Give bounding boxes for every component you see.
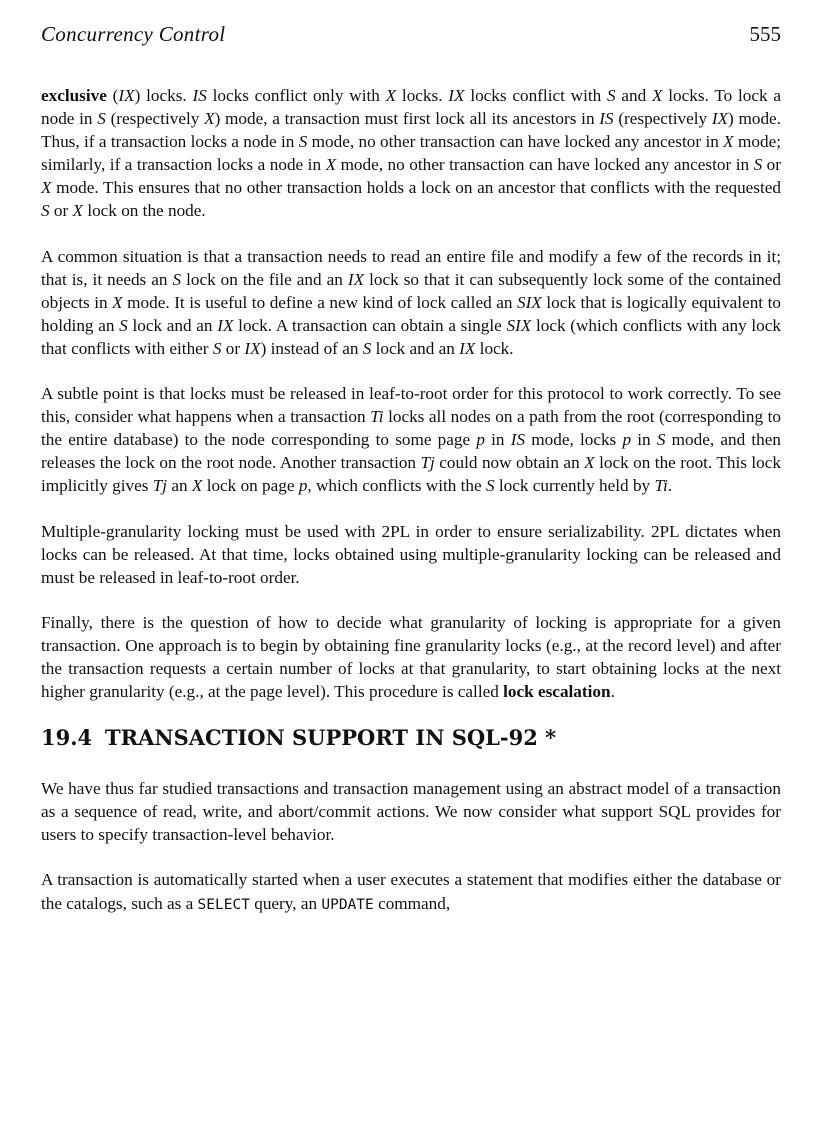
paragraph-1: exclusive (IX) locks. IS locks conflict only with X locks. IX locks conflict with S and X locks. To lock a node in S (respectively X) mode, a transaction must first lock all its ancestors in IS (respectively IX) mode. Thus, if a transaction locks a node in S mode, no other transaction can have locked any ancestor in X mode; similarly, if a transaction locks a node in X mode, no other transaction can have locked any ancestor in S or X mode. This ensures that no other transaction holds a lock on an ancestor that conflicts with the requested S or X lock on the node.	[41, 86, 781, 221]
page-number: 555	[749, 22, 781, 46]
running-header	[41, 22, 781, 48]
section-heading	[41, 725, 781, 751]
paragraph-6: We have thus far studied transactions and transaction management using an abstract model of a transaction as a sequence of read, write, and abort/commit actions. We now consider what support SQL provides for users to specify transaction-level behavior.	[41, 779, 781, 845]
paragraph-2: A common situation is that a transaction needs to read an entire file and modify a few of the records in it; that is, it needs an S lock on the file and an IX lock so that it can subsequently lock some of the contained objects in X mode. It is useful to define a new kind of lock called an SIX lock that is logically equivalent to holding an S lock and an IX lock. A transaction can obtain a single SIX lock (which conflicts with any lock that conflicts with either S or IX) instead of an S lock and an IX lock.	[41, 246, 781, 358]
term-lock-escalation: lock escalation	[503, 682, 611, 702]
paragraph-5: Finally, there is the question of how to decide what granularity of locking is appropriate for a given transaction. One approach is to begin by obtaining fine granularity locks (e.g., at the record level) and after the transaction requests a certain number of locks at that granularity, to start obtaining locks at the next higher granularity (e.g., at the page level). This procedure is called lock escalation.	[41, 612, 781, 702]
term-exclusive: exclusive	[41, 86, 107, 105]
section-title: TRANSACTION SUPPORT IN SQL-92 *	[105, 725, 557, 751]
paragraph-7: A transaction is automatically started when a user executes a statement that modifies either the database or the catalogs, such as a SELECT query, an UPDATE command,	[41, 870, 781, 913]
body-text	[41, 84, 781, 939]
chapter-title: Concurrency Control	[41, 22, 226, 46]
section-number: 19.4	[41, 725, 93, 751]
code-select: SELECT	[197, 896, 250, 913]
paragraph-4: Multiple-granularity locking must be used with 2PL in order to ensure serializability. 2PL dictates when locks can be released. At that time, locks obtained using multiple-granularity locking can be released and must be released in leaf-to-root order.	[41, 521, 781, 587]
code-update: UPDATE	[321, 896, 374, 913]
paragraph-3: A subtle point is that locks must be released in leaf-to-root order for this protocol to work correctly. To see this, consider what happens when a transaction Ti locks all nodes on a path from the root (corresponding to the entire database) to the node corresponding to some page p in IS mode, locks p in S mode, and then releases the lock on the root node. Another transaction Tj could now obtain an X lock on the root. This lock implicitly gives Tj an X lock on page p, which conflicts with the S lock currently held by Ti.	[41, 384, 781, 496]
